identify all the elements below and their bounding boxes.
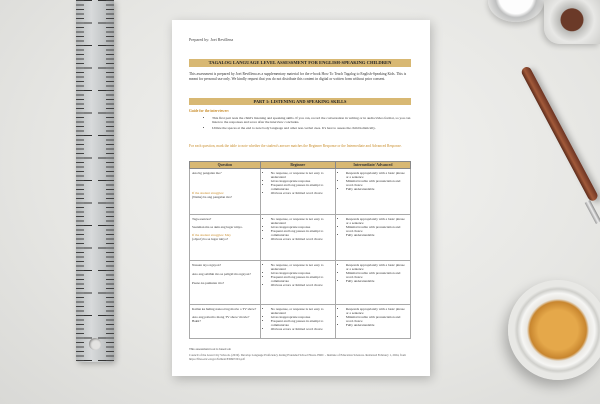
beginner-item: • Obvious errors or limited word choice [271,191,333,195]
advanced-item: • Minimal trouble with pronunciation and word choice [346,271,408,279]
beginner-item: • No response, or response is not easy to understand [271,217,333,225]
advanced-item: • Fully understandable [346,187,408,191]
table-row [190,215,411,261]
footnote: This assessment tool is based on: [189,347,232,351]
advanced-item: • Responds appropriately with a basic phrase or a sentence [346,217,408,225]
advanced-item: • Responds appropriately with a basic phrase or a sentence [346,263,408,271]
question-followup: Paano ka pumunta rito? [192,281,225,286]
beginner-item: • Frequent and long pauses in attempt to communicate [271,229,333,237]
advanced-item: • Responds appropriately with a basic phrase or a sentence [346,171,408,179]
beginner-cell [260,261,335,305]
beginner-item: • No response, or response is not easy to understand [271,171,333,179]
beginner-item: • Gives inappropriate response [271,271,333,275]
advanced-cell [335,215,410,261]
beginner-item: • No response, or response is not easy to understand [271,307,333,315]
intro-paragraph: This assessment is prepared by Joei Revillena as a supplementary material for the e-book How To Teach Tagalog to English-Speaking Kids. This is meant for personal use only. We kindly request that you do not distribute this content in digital or written form without prior consent. [189,72,407,81]
advanced-item: • Minimal trouble with pronunciation and word choice [346,315,408,323]
beginner-item: • Gives inappropriate response [271,315,333,319]
reference: Council of the Great City Schools. (2019). Develop Language Proficiency during Extended School Hours. ERIC - Institute of Education Sciences. Retrieved February 1, 2024, from https://files.eric.ed.gov/fulltext/ED607291.pdf [189,353,406,361]
advanced-cell [335,305,410,339]
question-text: Nasaan tayo ngayon? [192,263,221,267]
header-advanced: Intermediate/ Advanced [335,162,410,169]
guide-bullet: • This first part tests the child's listening and speaking skills. If you can, record the conversation in writing or in audio/video format, so you can listen to the responses and score after the interview concludes. [212,116,412,125]
guide-label: Guide for the interviewer: [189,109,230,113]
beginner-item: • Gives inappropriate response [271,179,333,183]
metal-ruler [76,0,114,362]
instruction-note: For each question, mark the table to note whether the student's answer matches the Beginner Response or the Intermediate and Advanced Response. [189,144,402,148]
table-row [190,261,411,305]
spice-jar [544,0,600,44]
question-cell [190,215,261,261]
beginner-cell [260,305,335,339]
advanced-item: • Fully understandable [346,323,408,327]
question-followup: Ano ang paborito mong TV show/ movie? Bakit? [192,315,250,324]
question-text: Ano ang sabihin mo sa paligid mo ngayon? [192,272,251,277]
advanced-item: • Minimal trouble with pronunciation and word choice [346,225,408,233]
table-row [190,305,411,339]
question-text: Ano'ng pangalan mo? [192,171,222,175]
beginner-item: • Frequent and long pauses in attempt to communicate [271,319,333,327]
beginner-item: • Obvious errors or limited word choice [271,327,333,331]
guide-bullet: • Utilize the spaces at the end to note body language and other non-verbal cues. It's best to assess the child holistically. [212,126,412,130]
assessment-table [189,161,411,339]
struggle-label: If the student struggles: May [192,233,231,238]
table-row [190,169,411,215]
ruler-ticks [76,0,114,362]
question-text: Kailan ka huling nanood ng movie o TV show? [192,307,257,311]
beginner-item: • Obvious errors or limited word choice [271,283,333,287]
guide-bullets [206,116,412,132]
header-question: Question [190,162,261,169]
beginner-cell [260,215,335,261]
advanced-cell [335,169,410,215]
advanced-item: • Fully understandable [346,279,408,283]
document-title: TAGALOG LANGUAGE LEVEL ASSESSMENT FOR ENGLISH-SPEAKING CHILDREN [189,59,411,67]
question-followup: (object) ba sa lugar ninyo? [192,237,229,242]
beginner-item: • No response, or response is not easy to understand [271,263,333,271]
question-cell [190,305,261,339]
ruler-hole [89,338,101,350]
question-followup: (Name) ba ang pangalan mo? [192,195,232,200]
question-text: Taga-saan ka? [192,217,212,221]
prepared-by: Prepared by: Joei Revillena [189,37,234,42]
table-header-row [190,162,411,169]
coffee-cup [508,280,600,380]
advanced-cell [335,261,410,305]
question-text: Saanman ma sa akin ang lugar ninyo. [192,225,243,230]
beginner-item: • Obvious errors or limited word choice [271,237,333,241]
beginner-item: • Frequent and long pauses in attempt to communicate [271,183,333,191]
beginner-item: • Gives inappropriate response [271,225,333,229]
header-beginner: Beginner [260,162,335,169]
part-title: PART 1: LISTENING AND SPEAKING SKILLS [189,98,411,105]
assessment-paper [172,20,430,376]
advanced-item: • Responds appropriately with a basic phrase or a sentence [346,307,408,315]
question-cell [190,169,261,215]
struggle-label: If the student struggles: [192,191,224,196]
question-cell [190,261,261,305]
beginner-cell [260,169,335,215]
beginner-item: • Frequent and long pauses in attempt to communicate [271,275,333,283]
advanced-item: • Fully understandable [346,233,408,237]
advanced-item: • Minimal trouble with pronunciation and word choice [346,179,408,187]
